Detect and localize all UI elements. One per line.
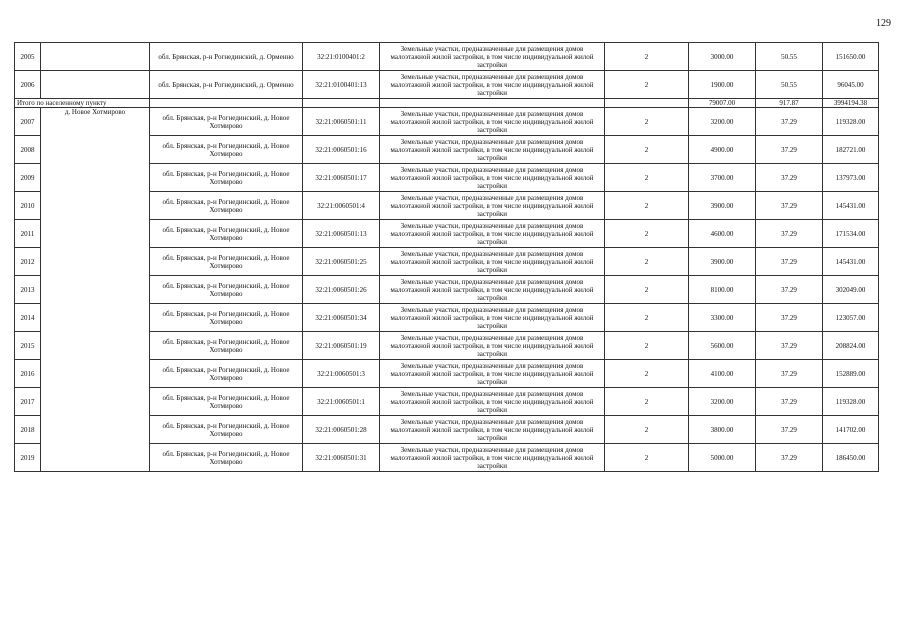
area-cell: 5000.00 xyxy=(689,444,756,472)
empty-cell xyxy=(150,99,303,108)
area-cell: 8100.00 xyxy=(689,276,756,304)
land-use-cell: Земельные участки, предназначенные для размещения домов малоэтажной жилой застройки, в том числе индивидуальной жилой застройки xyxy=(380,192,605,220)
value-cell: 151650.00 xyxy=(823,43,879,71)
land-use-cell: Земельные участки, предназначенные для размещения домов малоэтажной жилой застройки, в том числе индивидуальной жилой застройки xyxy=(380,276,605,304)
row-number: 2009 xyxy=(15,164,41,192)
cadastral-number-cell: 32:21:0100401:2 xyxy=(303,43,380,71)
cadastral-number-cell: 32:21:0060501:17 xyxy=(303,164,380,192)
land-use-cell: Земельные участки, предназначенные для размещения домов малоэтажной жилой застройки, в том числе индивидуальной жилой застройки xyxy=(380,332,605,360)
address-cell: обл. Брянская, р-н Рогнединский, д. Новое Хотмирово xyxy=(150,388,303,416)
rate-cell: 37.29 xyxy=(756,416,823,444)
cadastral-number-cell: 32:21:0060501:1 xyxy=(303,388,380,416)
rate-cell: 37.29 xyxy=(756,136,823,164)
empty-cell xyxy=(380,99,605,108)
value-cell: 152889.00 xyxy=(823,360,879,388)
area-cell: 5600.00 xyxy=(689,332,756,360)
group-cell: 2 xyxy=(605,304,689,332)
row-number: 2016 xyxy=(15,360,41,388)
row-number: 2012 xyxy=(15,248,41,276)
subtotal-rate: 917.87 xyxy=(756,99,823,108)
group-cell: 2 xyxy=(605,108,689,136)
cadastral-number-cell: 32:21:0060501:16 xyxy=(303,136,380,164)
land-use-cell: Земельные участки, предназначенные для размещения домов малоэтажной жилой застройки, в том числе индивидуальной жилой застройки xyxy=(380,136,605,164)
area-cell: 3700.00 xyxy=(689,164,756,192)
rate-cell: 37.29 xyxy=(756,220,823,248)
address-cell: обл. Брянская, р-н Рогнединский, д. Новое Хотмирово xyxy=(150,360,303,388)
group-cell: 2 xyxy=(605,248,689,276)
value-cell: 137973.00 xyxy=(823,164,879,192)
subtotal-row xyxy=(15,99,879,108)
group-cell: 2 xyxy=(605,136,689,164)
value-cell: 145431.00 xyxy=(823,248,879,276)
cadastral-number-cell: 32:21:0060501:13 xyxy=(303,220,380,248)
cadastral-number-cell: 32:21:0060501:28 xyxy=(303,416,380,444)
value-cell: 141702.00 xyxy=(823,416,879,444)
row-number: 2015 xyxy=(15,332,41,360)
land-use-cell: Земельные участки, предназначенные для размещения домов малоэтажной жилой застройки, в том числе индивидуальной жилой застройки xyxy=(380,304,605,332)
row-number: 2018 xyxy=(15,416,41,444)
group-cell: 2 xyxy=(605,332,689,360)
row-number: 2008 xyxy=(15,136,41,164)
address-cell: обл. Брянская, р-н Рогнединский, д. Новое Хотмирово xyxy=(150,332,303,360)
row-number: 2011 xyxy=(15,220,41,248)
group-cell: 2 xyxy=(605,192,689,220)
value-cell: 208824.00 xyxy=(823,332,879,360)
address-cell: обл. Брянская, р-н Рогнединский, д. Новое Хотмирово xyxy=(150,192,303,220)
address-cell: обл. Брянская, р-н Рогнединский, д. Орменно xyxy=(150,71,303,99)
value-cell: 182721.00 xyxy=(823,136,879,164)
address-cell: обл. Брянская, р-н Рогнединский, д. Новое Хотмирово xyxy=(150,248,303,276)
cadastral-number-cell: 32:21:0060501:3 xyxy=(303,360,380,388)
row-number: 2013 xyxy=(15,276,41,304)
rate-cell: 37.29 xyxy=(756,304,823,332)
address-cell: обл. Брянская, р-н Рогнединский, д. Новое Хотмирово xyxy=(150,304,303,332)
rate-cell: 50.55 xyxy=(756,43,823,71)
locality-cell xyxy=(41,71,150,99)
empty-cell xyxy=(605,99,689,108)
empty-cell xyxy=(303,99,380,108)
rate-cell: 37.29 xyxy=(756,248,823,276)
value-cell: 186450.00 xyxy=(823,444,879,472)
group-cell: 2 xyxy=(605,416,689,444)
row-number: 2017 xyxy=(15,388,41,416)
locality-name: д. Новое Хотмирово xyxy=(41,108,150,472)
area-cell: 3900.00 xyxy=(689,248,756,276)
area-cell: 3200.00 xyxy=(689,108,756,136)
group-cell: 2 xyxy=(605,164,689,192)
cadastral-number-cell: 32:21:0060501:19 xyxy=(303,332,380,360)
value-cell: 96045.00 xyxy=(823,71,879,99)
value-cell: 302049.00 xyxy=(823,276,879,304)
address-cell: обл. Брянская, р-н Рогнединский, д. Орменно xyxy=(150,43,303,71)
land-use-cell: Земельные участки, предназначенные для размещения домов малоэтажной жилой застройки, в том числе индивидуальной жилой застройки xyxy=(380,444,605,472)
cadastral-number-cell: 32:21:0100401:13 xyxy=(303,71,380,99)
land-use-cell: Земельные участки, предназначенные для размещения домов малоэтажной жилой застройки, в том числе индивидуальной жилой застройки xyxy=(380,416,605,444)
rate-cell: 50.55 xyxy=(756,71,823,99)
group-cell: 2 xyxy=(605,388,689,416)
area-cell: 3200.00 xyxy=(689,388,756,416)
address-cell: обл. Брянская, р-н Рогнединский, д. Новое Хотмирово xyxy=(150,220,303,248)
area-cell: 4100.00 xyxy=(689,360,756,388)
land-use-cell: Земельные участки, предназначенные для размещения домов малоэтажной жилой застройки, в том числе индивидуальной жилой застройки xyxy=(380,108,605,136)
land-use-cell: Земельные участки, предназначенные для размещения домов малоэтажной жилой застройки, в том числе индивидуальной жилой застройки xyxy=(380,43,605,71)
address-cell: обл. Брянская, р-н Рогнединский, д. Новое Хотмирово xyxy=(150,444,303,472)
cadastral-number-cell: 32:21:0060501:4 xyxy=(303,192,380,220)
group-cell: 2 xyxy=(605,43,689,71)
rate-cell: 37.29 xyxy=(756,164,823,192)
table-row xyxy=(15,71,879,99)
cadastral-number-cell: 32:21:0060501:11 xyxy=(303,108,380,136)
rate-cell: 37.29 xyxy=(756,276,823,304)
address-cell: обл. Брянская, р-н Рогнединский, д. Новое Хотмирово xyxy=(150,276,303,304)
cadastral-number-cell: 32:21:0060501:25 xyxy=(303,248,380,276)
address-cell: обл. Брянская, р-н Рогнединский, д. Новое Хотмирово xyxy=(150,108,303,136)
land-use-cell: Земельные участки, предназначенные для размещения домов малоэтажной жилой застройки, в том числе индивидуальной жилой застройки xyxy=(380,71,605,99)
area-cell: 3300.00 xyxy=(689,304,756,332)
group-cell: 2 xyxy=(605,220,689,248)
area-cell: 3800.00 xyxy=(689,416,756,444)
land-use-cell: Земельные участки, предназначенные для размещения домов малоэтажной жилой застройки, в том числе индивидуальной жилой застройки xyxy=(380,360,605,388)
address-cell: обл. Брянская, р-н Рогнединский, д. Новое Хотмирово xyxy=(150,416,303,444)
land-use-cell: Земельные участки, предназначенные для размещения домов малоэтажной жилой застройки, в том числе индивидуальной жилой застройки xyxy=(380,388,605,416)
row-number: 2019 xyxy=(15,444,41,472)
address-cell: обл. Брянская, р-н Рогнединский, д. Новое Хотмирово xyxy=(150,164,303,192)
value-cell: 145431.00 xyxy=(823,192,879,220)
group-cell: 2 xyxy=(605,276,689,304)
area-cell: 3900.00 xyxy=(689,192,756,220)
rate-cell: 37.29 xyxy=(756,192,823,220)
row-number: 2014 xyxy=(15,304,41,332)
value-cell: 123057.00 xyxy=(823,304,879,332)
area-cell: 4600.00 xyxy=(689,220,756,248)
value-cell: 119328.00 xyxy=(823,108,879,136)
rate-cell: 37.29 xyxy=(756,444,823,472)
row-number: 2010 xyxy=(15,192,41,220)
table-row xyxy=(15,108,879,136)
cadastral-value-table xyxy=(14,42,879,472)
cadastral-number-cell: 32:21:0060501:34 xyxy=(303,304,380,332)
page-number: 129 xyxy=(876,18,891,29)
locality-cell xyxy=(41,43,150,71)
area-cell: 4900.00 xyxy=(689,136,756,164)
group-cell: 2 xyxy=(605,71,689,99)
rate-cell: 37.29 xyxy=(756,332,823,360)
land-use-cell: Земельные участки, предназначенные для размещения домов малоэтажной жилой застройки, в том числе индивидуальной жилой застройки xyxy=(380,220,605,248)
subtotal-value: 3994194.38 xyxy=(823,99,879,108)
area-cell: 1900.00 xyxy=(689,71,756,99)
table-body xyxy=(15,43,879,472)
cadastral-number-cell: 32:21:0060501:26 xyxy=(303,276,380,304)
value-cell: 119328.00 xyxy=(823,388,879,416)
subtotal-area: 79007.00 xyxy=(689,99,756,108)
cadastral-number-cell: 32:21:0060501:31 xyxy=(303,444,380,472)
group-cell: 2 xyxy=(605,444,689,472)
area-cell: 3000.00 xyxy=(689,43,756,71)
land-use-cell: Земельные участки, предназначенные для размещения домов малоэтажной жилой застройки, в том числе индивидуальной жилой застройки xyxy=(380,164,605,192)
row-number: 2007 xyxy=(15,108,41,136)
rate-cell: 37.29 xyxy=(756,108,823,136)
table-row xyxy=(15,43,879,71)
land-use-cell: Земельные участки, предназначенные для размещения домов малоэтажной жилой застройки, в том числе индивидуальной жилой застройки xyxy=(380,248,605,276)
row-number: 2005 xyxy=(15,43,41,71)
address-cell: обл. Брянская, р-н Рогнединский, д. Новое Хотмирово xyxy=(150,136,303,164)
group-cell: 2 xyxy=(605,360,689,388)
value-cell: 171534.00 xyxy=(823,220,879,248)
rate-cell: 37.29 xyxy=(756,388,823,416)
row-number: 2006 xyxy=(15,71,41,99)
subtotal-label: Итого по населенному пункту xyxy=(15,99,150,108)
rate-cell: 37.29 xyxy=(756,360,823,388)
